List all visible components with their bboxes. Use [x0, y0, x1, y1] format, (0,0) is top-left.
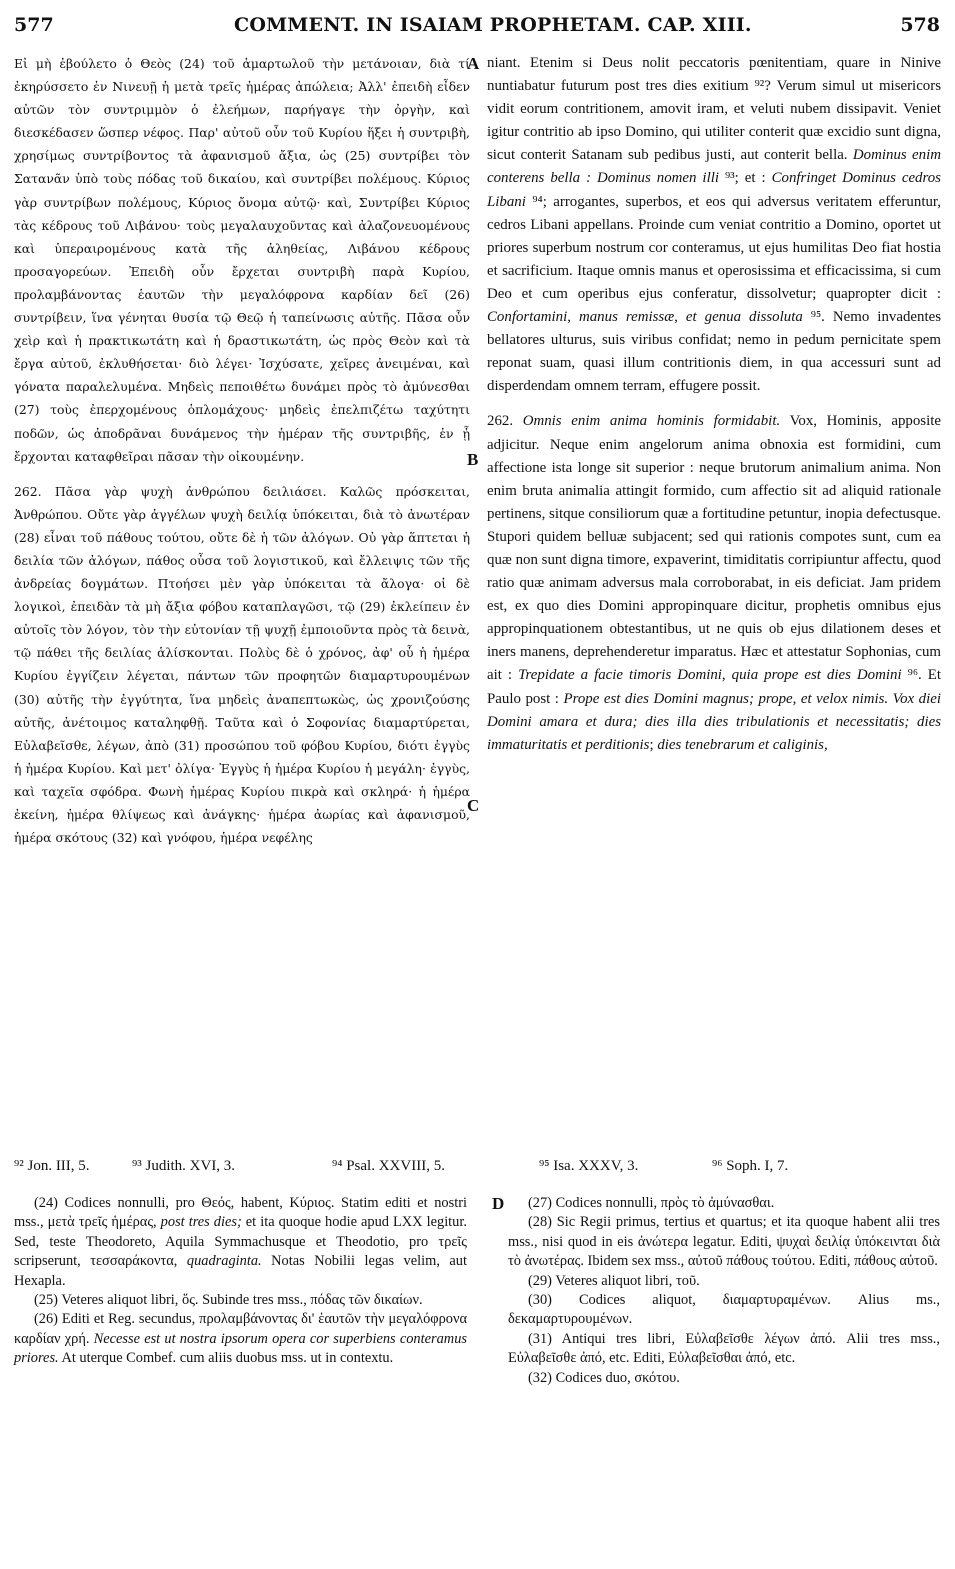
footnote-24: (24) Codices nonnulli, pro Θεός, habent, Κύριος. Statim editi et nostri mss., μετὰ τρεῖς ἡμέρας, post tres dies; et ita quoque hodie apud LXX legitur. Sed, teste Theodoreto, Aquila Symmachusque et Theodotio, pro τρεῖς scripserunt, τεσσαράκοντα, quadraginta. Notas Nobilii legas velim, aut Hexapla. — [14, 1195, 467, 1289]
footnote-32: (32) Codices duo, σκότου. — [528, 1369, 680, 1386]
page-number-right: 578 — [900, 14, 940, 36]
margin-letter-c: C — [467, 796, 480, 815]
scripture-ref: ⁹⁶ Soph. I, 7. — [712, 1158, 789, 1174]
page-number-left: 577 — [14, 14, 54, 36]
greek-paragraph-1: Εἰ μὴ ἐβούλετο ὁ Θεὸς (24) τοῦ ἁμαρτωλοῦ τὴν μετάνοιαν, διὰ τί ἐκηρύσσετο ἐν Νινευῇ ἡ μετὰ τρεῖς ἡμέρας ἀπώλεια; Ἀλλ' ἐπειδὴ εἶδεν αὐτῶν τὸν συντριμμὸν ὁ ἐλεήμων, παρήγαγε τὴν ὀργὴν, καὶ διεσκέδασεν ὥσπερ νέφος. Παρ' αὐτοῦ οὖν τοῦ Κυρίου ἥξει ἡ συντριβὴ, χρησίμως συντρίβοντος τὰ ἀφανισμοῦ ἄξια, ὡς (25) συντρίβει τὸν Σατανᾶν ὑπὸ τοὺς πόδας τοῦ δικαίου, καὶ συντρίβει πολέμους. Κύριος γὰρ συντρίβων πολέμους, Κύριος ὄνομα αὐτῷ· καὶ, Συντρίβει Κύριος τὰς κέδρους τοῦ Λιβάνου· τοὺς μεγαλαυχοῦντας καὶ ἀλαζονευομένους καὶ ὑπεραιρομένους κατὰ τῆς ἀληθείας, Λιβάνου κέδρους προσαγορεύων. Ἐπειδὴ οὖν ἔρχεται συντριβὴ παρὰ Κυρίου, προλαμβάνοντας ἑαυτῶν τὴν μεγαλόφρονα καρδίαν δεῖ (26) συντρίβειν, ἵνα γένηται θυσία τῷ Θεῷ ἡ ταπείνωσις αὐτῆς. Πᾶσα οὖν χεὶρ καὶ ἡ πρακτικωτάτη καὶ ἡ δραστικωτάτη, ὡς πρὸς Θεὸν καὶ τὰ ἔργα αὐτοῦ, ἐκλυθήσεται· διὸ λέγει· Ἰσχύσατε, χεῖρες ἀνειμέναι, καὶ γόνατα παραλελυμένα. Μηδεὶς πεποιθέτω δυνάμει πρὸς τὸ ἀμύνεσθαι (27) τοὺς ἐπερχομένους ὁπλομάχους· μηδεὶς ἐπελπιζέτω ταχύτητι ποδῶν, ὡς ἀποδρᾶναι δυνάμενος τὴν ἡμέραν τῆς συντριβῆς, ἐν ᾗ ἔρχονται καταφθεῖραι πᾶσαν τὴν οἰκουμένην. — [14, 56, 470, 464]
footnote-30: (30) Codices aliquot, διαμαρτυραμένων. Alius ms., δεκαμαρτυρουμένων. — [508, 1292, 940, 1328]
scripture-ref: ⁹⁵ Isa. XXXV, 3. — [539, 1158, 639, 1174]
footnote-31: (31) Antiqui tres libri, Εὐλαβεῖσθε λέγων ἀπό. Alii tres mss., Εὐλαβεῖσθε ἀπό, etc. Editi, Εὐλαβεῖσθαι ἀπό, etc. — [508, 1330, 940, 1367]
margin-letter-a: A — [467, 54, 480, 73]
footnotes-left — [14, 1194, 467, 1369]
scripture-ref: ⁹³ Judith. XVI, 3. — [132, 1158, 236, 1174]
footnote-27: (27) Codices nonnulli, πρὸς τὸ ἀμύνασθαι. — [528, 1195, 775, 1211]
scripture-ref: ⁹² Jon. III, 5. — [14, 1158, 90, 1174]
latin-paragraph-262: 262. Omnis enim anima hominis formidabit. Vox, Hominis, apposite adjicitur. Neque enim angelorum anima obnoxia est formidini, cum affectione ista longe sit superior : neque brutorum animalium anima. Non enim bruta animalia attingit formido, cum affectio sit ad aliquid rationale pertinens, sitque consiliorum quæ a fortitudine petuntur, inopia defectusque. Stupori quidem belluæ subjacent; sed qui rationis compotes sunt, cum ea quæ non sunt digna timore, expaverint, timiditatis corripiuntur affectu, quod ratio quæ animam adversus mala corroborabat, in eis deficiat. Jam pridem est, ex quo dies Domini appropinquare dicitur, prophetis omnibus ejus appropinquationem obtestantibus, ut ne quis ob ejus dilationem deses et iners manens, deprehenderetur imparatus. Hæc et attestatur Sophonias, cum ait : Trepidate a facie timoris Domini, quia prope est dies Domini ⁹⁶. Et Paulo post : Prope est dies Domini magnus; prope, et velox nimis. Vox diei Domini amara et dura; dies illa dies tribulationis et necessitatis; dies immaturitatis et perditionis; dies tenebrarum et caliginis, — [487, 413, 942, 753]
footnote-29: (29) Veteres aliquot libri, τοῦ. — [528, 1272, 700, 1289]
latin-column — [487, 52, 941, 757]
greek-paragraph-262: 262. Πᾶσα γὰρ ψυχὴ ἀνθρώπου δειλιάσει. Καλῶς πρόσκειται, Ἀνθρώπου. Οὔτε γὰρ ἀγγέλων ψυχὴ δειλίᾳ ὑπόκειται, διὰ τὸ ἀνωτέραν (28) εἶναι τοῦ πάθους τούτου, οὔτε δὲ ἡ τῶν ἀλόγων. Οὐ γὰρ ἅπτεται ἡ δειλία τῶν ἀλόγων, πάθος οὖσα τοῦ λογιστικοῦ, καὶ ἔλλειψις τῶν τῆς ἀνδρείας δογμάτων. Πτοήσει μὲν γὰρ ὑπόκειται τὰ ἄλογα· οἱ δὲ λογικοὶ, ἐπειδὰν τὰ μὴ ἄξια φόβου καταπλαγῶσι, τῷ (29) ἐκλείπειν ἐν αὐτοῖς τὸν λόγον, τὸν τὴν εὐτονίαν τῇ ψυχῇ ἐμποιοῦντα πρὸς τὰ δεινὰ, τῷ πάθει τῆς δειλίας ἁλίσκονται. Πολὺς δὲ ὁ χρόνος, ἀφ' οὗ ἡ ἡμέρα Κυρίου ἐγγίζειν λέγεται, πάντων τῶν προφητῶν διαμαρτυρουμένων (30) αὐτῆς τὴν ἐγγύτητα, ἵνα μηδεὶς ἀναπεπτωκὼς, ὡς χρονιζούσης αὐτῆς, ἀνέτοιμος καταληφθῇ. Ταῦτα καὶ ὁ Σοφονίας διαμαρτύρεται, Εὐλαβεῖσθε, λέγων, ἀπὸ (31) προσώπου τοῦ φόβου Κυρίου, διότι ἐγγὺς ἡ ἡμέρα Κυρίου. Καὶ μετ' ὀλίγα· Ἐγγὺς ἡ ἡμέρα Κυρίου ἡ μεγάλη· ἐγγὺς, καὶ ταχεῖα σφόδρα. Φωνὴ ἡμέρας Κυρίου πικρὰ καὶ σκληρά· ἡ ἡμέρα ἐκείνη, ἡμέρα θλίψεως καὶ ἀνάγκης· ἡμέρα ἀωρίας καὶ ἀφανισμοῦ, ἡμέρα σκότους (32) καὶ γνόφου, ἡμέρα νεφέλης — [14, 483, 470, 846]
footnotes-right — [508, 1194, 940, 1388]
scripture-ref: ⁹⁴ Psal. XXVIII, 5. — [332, 1158, 445, 1174]
scripture-references — [14, 1158, 940, 1182]
greek-column — [14, 52, 470, 849]
footnote-26: (26) Editi et Reg. secundus, προλαμβάνοντας δι' ἑαυτῶν τὴν μεγαλόφρονα καρδίαν χρή. Necesse est ut nostra ipsorum opera cor superbiens conteramus priores. At uterque Combef. cum aliis duobus mss. ut in contextu. — [14, 1311, 467, 1367]
footnote-28: (28) Sic Regii primus, tertius et quartus; et ita quoque habent alii tres mss., nisi quod in eis ἀνώτερα legatur. Editi, ψυχαὶ δειλίᾳ ὑπόκεινται διὰ τὸ ἀνωτέρας. Ibidem sex mss., αὐτοῦ πάθους τούτου. Editi, πάθους αὐτοῦ. — [508, 1214, 940, 1270]
running-header — [14, 14, 940, 40]
running-title: COMMENT. IN ISAIAM PROPHETAM. CAP. XIII. — [234, 14, 752, 36]
margin-letter-d: D — [492, 1194, 505, 1213]
latin-paragraph-1: niant. Etenim si Deus nolit peccatoris pœnitentiam, quare in Ninive nuntiabatur futurum post tres dies exitium ⁹²? Verum simul ut misericors vidit eorum contritionem, amovit iram, et veluti nubem dissipavit. Veniet igitur contritio ab ipso Domino, qui utiliter conterit quæ excidio sunt digna, sicut conterit Satanam sub pedibus justi, aut conterit bella. Dominus enim conterens bella : Dominus nomen illi ⁹³; et : Confringet Dominus cedros Libani ⁹⁴; arrogantes, superbos, et eos qui adversus veritatem efferuntur, cedros Libani appellans. Proinde cum veniat contritio a Domino, oportet ut priores superbum nostrum cor conteramus, ut ejus humilitas Deo fiat hostia et sacrificium. Itaque omnis manus et operosissima et efficacissima, si cum Deo et cum operibus ejus conferatur, dissolvetur; quapropter dicit : Confortamini, manus remissæ, et genua dissoluta ⁹⁵. Nemo invadentes bellatores ulturus, suis viribus confidat; nemo in pedum pernicitate spem reponat suam, quasi illum contritionis diem, in qua accessuri sunt ad disperdendam omnem terram, effugere possit. — [487, 55, 941, 395]
footnote-25: (25) Veteres aliquot libri, ὅς. Subinde tres mss., πόδας τῶν δικαίων. — [34, 1292, 423, 1309]
margin-letter-b: B — [467, 450, 479, 469]
